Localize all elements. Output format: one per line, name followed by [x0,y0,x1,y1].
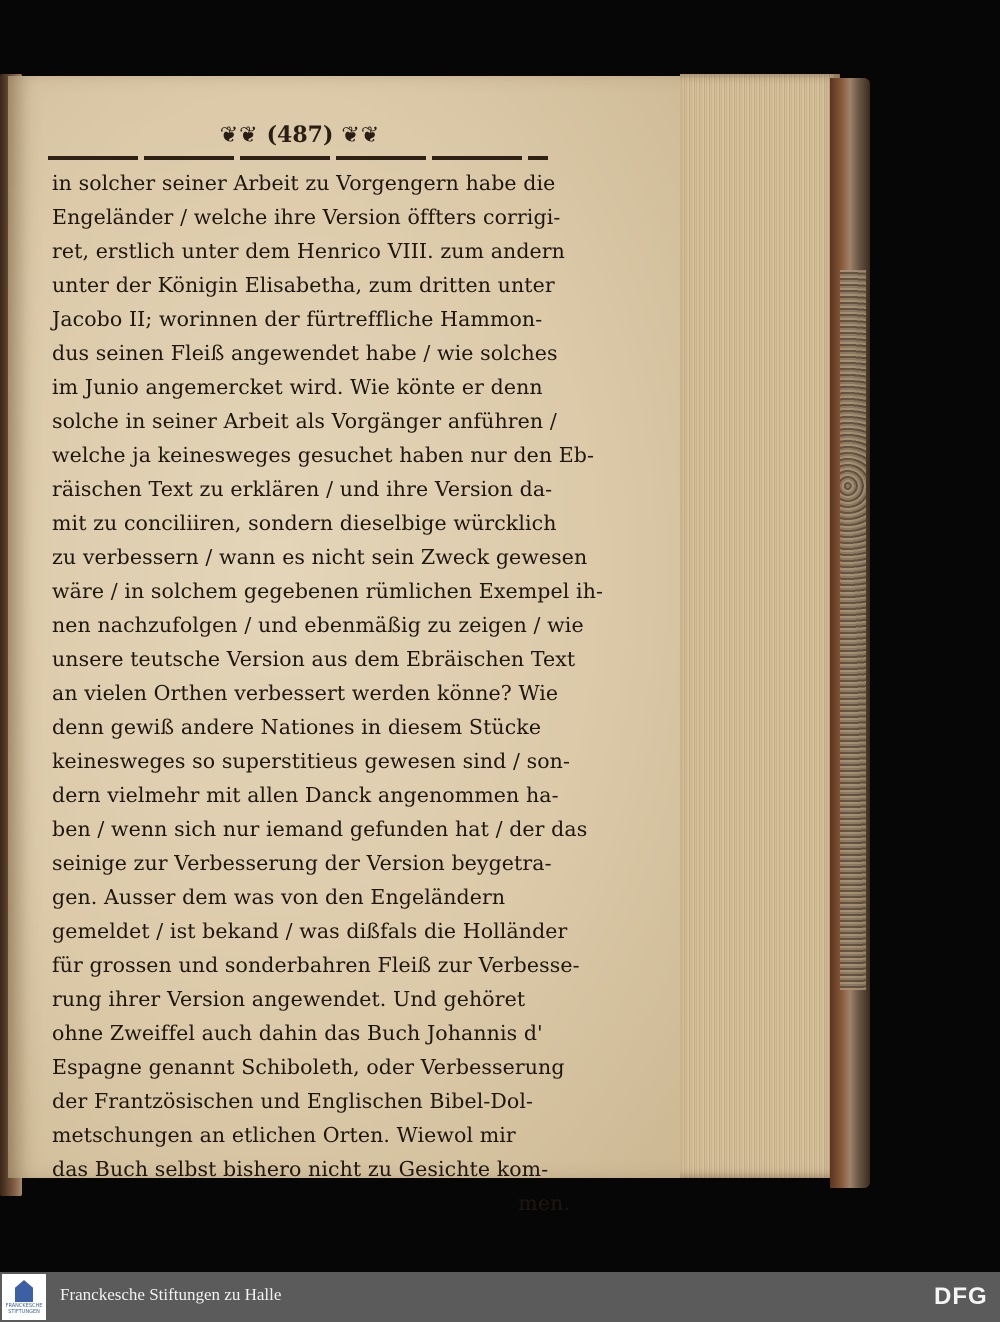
text-line: unsere teutsche Version aus dem Ebräischen Text [52,647,576,671]
text-line: seinige zur Verbesserung der Version beygetra- [52,851,552,875]
page-block-edge [680,74,840,1178]
text-line: wäre / in solchem gegebenen rümlichen Exempel ih- [52,579,604,603]
page-number: (487) [266,122,334,148]
text-line: in solcher seiner Arbeit zu Vorgengern habe die [52,171,556,195]
text-line: keinesweges so superstitieus gewesen sind / son- [52,749,571,773]
header-ornament-right: ❦❦ [341,122,381,148]
header-ornament-left: ❦❦ [219,122,259,148]
logo-text: FRANCKESCHE STIFTUNGEN [5,1303,43,1315]
dfg-logo[interactable]: DFG [934,1283,988,1310]
text-line: das Buch selbst bishero nicht zu Gesichte kom- [52,1157,549,1181]
text-line: für grossen und sonderbahren Fleiß zur Verbesse- [52,953,580,977]
institution-name[interactable]: Franckesche Stiftungen zu Halle [60,1285,282,1304]
text-line: gen. Ausser dem was von den Engeländern [52,885,506,909]
text-line: im Junio angemercket wird. Wie könte er denn [52,375,543,399]
text-line: unter der Königin Elisabetha, zum dritten unter [52,273,555,297]
text-line: ret, erstlich unter dem Henrico VIII. zum andern [52,239,565,263]
text-line: dern vielmehr mit allen Danck angenommen ha- [52,783,559,807]
text-line: ben / wenn sich nur iemand gefunden hat / der das [52,817,588,841]
running-header [60,118,540,152]
text-line: denn gewiß andere Nationes in diesem Stücke [52,715,542,739]
text-line: metschungen an etlichen Orten. Wiewol mir [52,1123,516,1147]
header-rule [48,156,548,160]
text-line: räischen Text zu erklären / und ihre Version da- [52,477,553,501]
text-line: Jacobo II; worinnen der fürtreffliche Hammon- [52,307,543,331]
text-line: der Frantzösischen und Englischen Bibel-Dol- [52,1089,534,1113]
text-line: gemeldet / ist bekand / was dißfals die Holländer [52,919,568,943]
text-line: Espagne genannt Schiboleth, oder Verbesserung [52,1055,565,1079]
catchword: men. [518,1191,570,1215]
text-line: rung ihrer Version angewendet. Und gehöret [52,987,526,1011]
text-line: mit zu conciliiren, sondern dieselbige würcklich [52,511,557,535]
text-line: an vielen Orthen verbessert werden könne? Wie [52,681,559,705]
text-line: Engeländer / welche ihre Version öffters corrigi- [52,205,561,229]
text-line: solche in seiner Arbeit als Vorgänger anführen / [52,409,557,433]
text-line: zu verbessern / wann es nicht sein Zweck gewesen [52,545,588,569]
marbled-cover-pattern [840,270,866,990]
text-line: welche ja keinesweges gesuchet haben nur den Eb- [52,443,595,467]
body-text [52,166,604,1220]
text-line: dus seinen Fleiß angewendet habe / wie solches [52,341,558,365]
text-line: nen nachzufolgen / und ebenmäßig zu zeigen / wie [52,613,584,637]
text-line: ohne Zweiffel auch dahin das Buch Johannis d' [52,1021,543,1045]
